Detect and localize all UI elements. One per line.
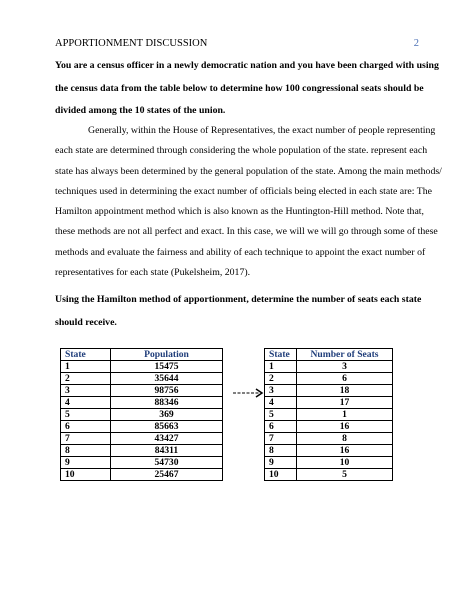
table-row [61,385,223,397]
body-line: methods and evaluate the fairness and ability of each technique to appoint the exact number of [55,246,426,258]
value-cell: 1 [297,409,393,421]
value-cell: 369 [111,409,223,421]
value-cell: 10 [297,457,393,469]
table-row [265,373,393,385]
value-cell: 8 [297,433,393,445]
table-row [265,469,393,481]
running-head: APPORTIONMENT DISCUSSION [55,38,208,49]
state-cell: 3 [265,385,297,397]
body-line: each state are determined through considering the whole population of the state. represent each [55,145,428,157]
table-row [265,361,393,373]
state-cell: 8 [265,445,297,457]
page-header [55,38,419,49]
table-row [61,409,223,421]
table-header-row [265,349,393,361]
value-cell: 16 [297,421,393,433]
page-number: 2 [413,38,419,49]
state-cell: 2 [265,373,297,385]
value-cell: 6 [297,373,393,385]
state-cell: 10 [265,469,297,481]
state-cell: 1 [61,361,111,373]
body-line: these methods are not all perfect and exact. In this case, we will we will go through some of these [55,226,438,238]
seats-table [264,348,393,481]
state-cell: 5 [61,409,111,421]
intro-line: the census data from the table below to determine how 100 congressional seats should be [55,82,424,94]
body-line: Hamilton appointment method which is also known as the Huntington-Hill method. Note that, [55,206,424,218]
body-line: Generally, within the House of Representatives, the exact number of people representing [88,125,436,136]
table-header-row [61,349,223,361]
intro-line: divided among the 10 states of the union. [55,105,226,116]
column-header-seats: Number of Seats [297,349,393,361]
state-cell: 1 [265,361,297,373]
table-row [61,361,223,373]
value-cell: 15475 [111,361,223,373]
state-cell: 9 [61,457,111,469]
column-header-state: State [61,349,111,361]
table-row [265,385,393,397]
state-cell: 9 [265,457,297,469]
intro-line: You are a census officer in a newly democratic nation and you have been charged with using [55,60,439,71]
state-cell: 5 [265,409,297,421]
state-cell: 8 [61,445,111,457]
table-row [265,457,393,469]
value-cell: 88346 [111,397,223,409]
value-cell: 16 [297,445,393,457]
state-cell: 6 [61,421,111,433]
dashed-right-arrow-icon [232,386,266,400]
value-cell: 3 [297,361,393,373]
body-paragraph [55,121,442,283]
question-line: should receive. [55,316,117,328]
value-cell: 84311 [111,445,223,457]
table-row [61,469,223,481]
value-cell: 18 [297,385,393,397]
state-cell: 10 [61,469,111,481]
table-row [265,433,393,445]
table-row [265,397,393,409]
state-cell: 3 [61,385,111,397]
table-row [61,445,223,457]
question-line: Using the Hamilton method of apportionment, determine the number of seats each state [55,294,422,305]
value-cell: 43427 [111,433,223,445]
table-row [265,421,393,433]
state-cell: 2 [61,373,111,385]
table-row [61,433,223,445]
table-row [61,421,223,433]
body-line: representatives for each state (Pukelsheim, 2017). [55,267,251,279]
body-line: techniques used in determining the exact number of officials being elected in each state are: The [55,185,432,197]
population-table [60,348,223,481]
state-cell: 7 [61,433,111,445]
state-cell: 4 [265,397,297,409]
intro-paragraph [55,55,439,123]
table-row [265,445,393,457]
value-cell: 85663 [111,421,223,433]
value-cell: 98756 [111,385,223,397]
body-line: state has always been determined by the general population of the state. Among the main methods/ [55,165,442,177]
value-cell: 17 [297,397,393,409]
state-cell: 6 [265,421,297,433]
table-row [265,409,393,421]
value-cell: 25467 [111,469,223,481]
column-header-population: Population [111,349,223,361]
value-cell: 54730 [111,457,223,469]
value-cell: 5 [297,469,393,481]
value-cell: 35644 [111,373,223,385]
column-header-state: State [265,349,297,361]
state-cell: 4 [61,397,111,409]
table-row [61,457,223,469]
table-row [61,373,223,385]
table-row [61,397,223,409]
state-cell: 7 [265,433,297,445]
question-paragraph [55,289,423,334]
